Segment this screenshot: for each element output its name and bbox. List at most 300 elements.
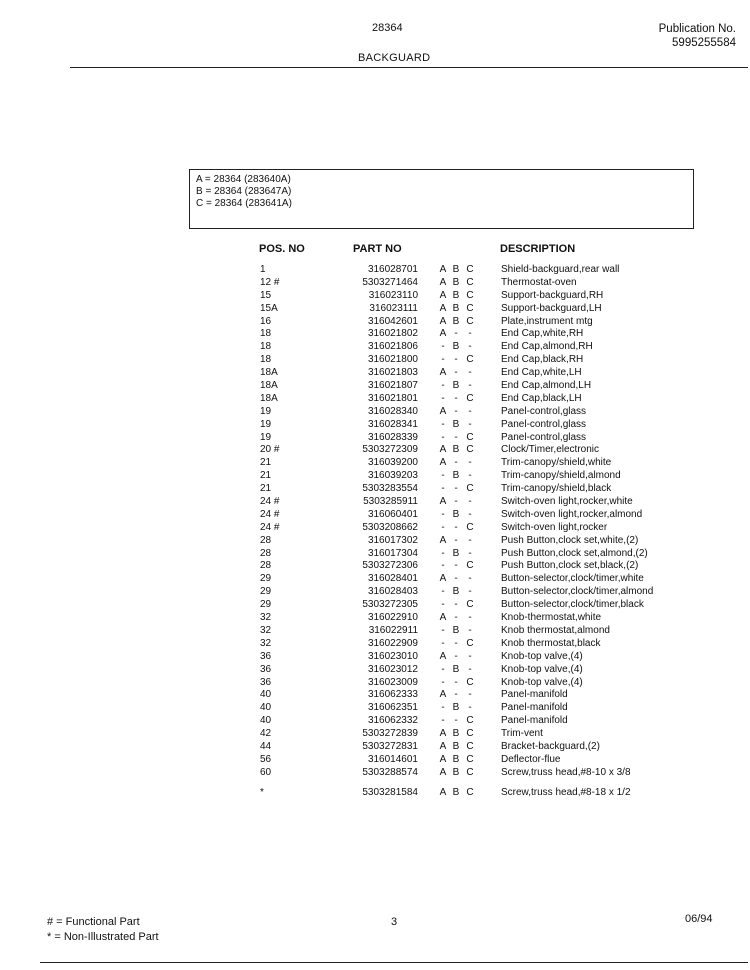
model-a-cell: A (439, 457, 447, 469)
model-b-cell: - (454, 431, 458, 443)
part-number-cell: 316023010 (367, 650, 418, 662)
pos-cell: 15 (260, 289, 272, 301)
part-number-cell: 316021801 (367, 392, 418, 404)
model-c-cell: C (466, 728, 474, 740)
model-a-cell: - (441, 599, 445, 611)
publication-label: Publication No. (658, 23, 736, 35)
section-title: BACKGUARD (358, 52, 431, 64)
part-number-cell: 316028403 (367, 586, 418, 598)
model-number: 28364 (372, 22, 403, 34)
model-a-cell: - (441, 663, 445, 675)
column-header-part: PART NO (353, 243, 402, 255)
model-c-cell: - (468, 573, 472, 585)
description-cell: Deflector-flue (501, 753, 561, 765)
table-row (0, 264, 750, 277)
description-cell: Panel-manifold (501, 715, 568, 727)
model-c-cell: - (468, 341, 472, 353)
part-number-cell: 316062332 (367, 715, 418, 727)
model-b-cell: - (454, 483, 458, 495)
description-cell: Knob thermostat,black (501, 637, 601, 649)
description-cell: Panel-manifold (501, 702, 568, 714)
part-number-cell: 316062351 (367, 702, 418, 714)
part-number-cell: 316021806 (367, 341, 418, 353)
model-b-cell: B (452, 341, 460, 353)
description-cell: Trim-canopy/shield,black (501, 483, 612, 495)
pos-cell: 40 (260, 689, 272, 701)
part-number-cell: 5303283554 (362, 483, 418, 495)
model-a-cell: A (439, 367, 447, 379)
model-a-cell: - (441, 341, 445, 353)
model-a-cell: A (439, 405, 447, 417)
model-b-cell: B (452, 418, 460, 430)
description-cell: Button-selector,clock/timer,almond (501, 586, 654, 598)
publication-date: 06/94 (685, 913, 713, 925)
model-c-cell: C (466, 276, 474, 288)
part-number-cell: 5303272305 (362, 599, 418, 611)
description-cell: Panel-manifold (501, 689, 568, 701)
model-c-cell: C (466, 315, 474, 327)
pos-cell: 21 (260, 483, 272, 495)
parts-table (0, 264, 750, 800)
model-b-cell: - (454, 689, 458, 701)
model-b-cell: - (454, 367, 458, 379)
model-c-cell: - (468, 508, 472, 520)
pos-cell: 19 (260, 431, 272, 443)
part-number-cell: 5303271464 (362, 276, 418, 288)
description-cell: Knob-top valve,(4) (501, 663, 583, 675)
footnote-functional: # = Functional Part (47, 916, 140, 928)
pos-cell: 32 (260, 637, 272, 649)
model-c-cell: C (466, 786, 474, 798)
pos-cell: 24 # (260, 521, 280, 533)
table-row (0, 651, 750, 664)
description-cell: Panel-control,glass (501, 418, 587, 430)
model-b-cell: - (454, 637, 458, 649)
description-cell: End Cap,black,LH (501, 392, 582, 404)
part-number-cell: 5303272839 (362, 728, 418, 740)
part-number-cell: 316023111 (369, 302, 418, 314)
pos-cell: 44 (260, 740, 272, 752)
pos-cell: 56 (260, 753, 272, 765)
model-a-cell: A (439, 573, 447, 585)
header-divider (70, 67, 748, 68)
table-row (0, 444, 750, 457)
model-a-cell: A (439, 612, 447, 624)
model-c-cell: C (466, 637, 474, 649)
model-a-cell: A (439, 302, 447, 314)
model-c-cell: C (466, 264, 474, 275)
model-c-cell: C (466, 289, 474, 301)
description-cell: Support-backguard,RH (501, 289, 604, 301)
part-number-cell: 316028401 (367, 573, 418, 585)
pos-cell: 20 # (260, 444, 280, 456)
description-cell: Push Button,clock set,white,(2) (501, 534, 639, 546)
model-a-cell: - (441, 702, 445, 714)
footnote-non-illustrated: * = Non-Illustrated Part (47, 931, 159, 943)
description-cell: Clock/Timer,electronic (501, 444, 599, 456)
model-b-cell: - (454, 560, 458, 572)
part-number-cell: 316021802 (367, 328, 418, 340)
model-c-cell: C (466, 740, 474, 752)
model-c-cell: C (466, 753, 474, 765)
part-number-cell: 316021803 (367, 367, 418, 379)
publication-number: 5995255584 (672, 37, 736, 49)
model-c-cell: - (468, 624, 472, 636)
model-a-cell: - (441, 586, 445, 598)
part-number-cell: 316060401 (367, 508, 418, 520)
model-a-cell: - (441, 521, 445, 533)
model-c-cell: C (466, 392, 474, 404)
model-a-cell: A (439, 315, 447, 327)
part-number-cell: 316021807 (367, 380, 418, 392)
pos-cell: 24 # (260, 496, 280, 508)
pos-cell: 29 (260, 586, 272, 598)
model-a-cell: A (439, 289, 447, 301)
pos-cell: 18 (260, 354, 272, 366)
model-b-cell: B (452, 289, 460, 301)
model-b-cell: B (452, 264, 460, 275)
model-a-cell: A (439, 328, 447, 340)
pos-cell: 18A (260, 380, 278, 392)
model-b-cell: B (452, 547, 460, 559)
part-number-cell: 316028701 (367, 264, 418, 275)
pos-cell: 60 (260, 766, 272, 778)
pos-cell: 12 # (260, 276, 280, 288)
part-number-cell: 316014601 (367, 753, 418, 765)
model-c-cell: - (468, 405, 472, 417)
model-c-cell: C (466, 354, 474, 366)
model-b-cell: - (454, 676, 458, 688)
model-c-cell: - (468, 418, 472, 430)
table-row (0, 677, 750, 690)
pos-cell: 32 (260, 612, 272, 624)
table-row (0, 354, 750, 367)
table-row (0, 290, 750, 303)
description-cell: Switch-oven light,rocker (501, 521, 608, 533)
table-row (0, 625, 750, 638)
part-number-cell: 316022911 (368, 624, 418, 636)
model-a-cell: A (439, 264, 447, 275)
table-row (0, 638, 750, 651)
model-c-cell: - (468, 457, 472, 469)
pos-cell: 21 (260, 457, 272, 469)
description-cell: Panel-control,glass (501, 431, 587, 443)
pos-cell: 28 (260, 560, 272, 572)
model-a-cell: - (441, 508, 445, 520)
table-row (0, 573, 750, 586)
part-number-cell: 316039200 (367, 457, 418, 469)
model-a-cell: - (441, 354, 445, 366)
model-a-cell: A (439, 766, 447, 778)
part-number-cell: 316028340 (367, 405, 418, 417)
description-cell: Button-selector,clock/timer,black (501, 599, 644, 611)
table-row (0, 483, 750, 496)
model-c-cell: - (468, 470, 472, 482)
part-number-cell: 316017304 (367, 547, 418, 559)
description-cell: Knob-top valve,(4) (501, 650, 583, 662)
model-c-cell: - (468, 380, 472, 392)
model-b-cell: B (452, 766, 460, 778)
description-cell: Button-selector,clock/timer,white (501, 573, 644, 585)
pos-cell: 18 (260, 341, 272, 353)
table-row (0, 316, 750, 329)
table-row (0, 393, 750, 406)
model-c-cell: C (466, 483, 474, 495)
model-b-cell: B (452, 624, 460, 636)
table-row (0, 509, 750, 522)
part-number-cell: 5303272831 (362, 740, 418, 752)
part-number-cell: 316028341 (367, 418, 418, 430)
pos-cell: 36 (260, 676, 272, 688)
page-number: 3 (391, 916, 398, 928)
description-cell: End Cap,white,LH (501, 367, 582, 379)
model-b-cell: B (452, 740, 460, 752)
pos-cell: 18A (260, 392, 278, 404)
model-a-cell: - (441, 560, 445, 572)
model-c-cell: C (466, 599, 474, 611)
model-b-cell: B (452, 508, 460, 520)
model-b-cell: B (452, 276, 460, 288)
description-cell: Switch-oven light,rocker,almond (501, 508, 643, 520)
description-cell: Screw,truss head,#8-18 x 1/2 (501, 786, 631, 798)
description-cell: Trim-vent (501, 728, 543, 740)
part-number-cell: 5303272306 (362, 560, 418, 572)
table-row (0, 522, 750, 535)
pos-cell: 29 (260, 573, 272, 585)
model-b-cell: - (454, 392, 458, 404)
model-c-cell: - (468, 689, 472, 701)
part-number-cell: 5303208662 (362, 521, 418, 533)
model-a-cell: A (439, 496, 447, 508)
pos-cell: 40 (260, 702, 272, 714)
part-number-cell: 316022909 (367, 637, 418, 649)
pos-cell: 32 (260, 624, 272, 636)
description-cell: Thermostat-oven (501, 276, 577, 288)
description-cell: Push Button,clock set,almond,(2) (501, 547, 648, 559)
part-number-cell: 316028339 (367, 431, 418, 443)
model-a-cell: - (441, 624, 445, 636)
model-b-cell: B (452, 380, 460, 392)
model-b-cell: - (454, 715, 458, 727)
model-a-cell: A (439, 534, 447, 546)
model-c-cell: - (468, 534, 472, 546)
part-number-cell: 316023110 (368, 289, 418, 301)
pos-cell: 19 (260, 418, 272, 430)
pos-cell: 15A (260, 302, 278, 314)
model-b-cell: - (454, 573, 458, 585)
pos-cell: 29 (260, 599, 272, 611)
pos-cell: 18 (260, 328, 272, 340)
description-cell: Shield-backguard,rear wall (501, 264, 620, 275)
model-a-cell: A (439, 276, 447, 288)
model-b-cell: B (452, 444, 460, 456)
description-cell: End Cap,almond,RH (501, 341, 593, 353)
table-row (0, 754, 750, 767)
model-c-cell: - (468, 702, 472, 714)
pos-cell: 36 (260, 663, 272, 675)
table-row (0, 767, 750, 780)
model-c-cell: - (468, 328, 472, 340)
model-c-cell: C (466, 444, 474, 456)
part-number-cell: 316021800 (367, 354, 418, 366)
pos-cell: 28 (260, 547, 272, 559)
model-b-cell: B (452, 702, 460, 714)
description-cell: End Cap,white,RH (501, 328, 584, 340)
table-row (0, 277, 750, 290)
pos-cell: 24 # (260, 508, 280, 520)
model-c-cell: - (468, 586, 472, 598)
legend-line-b: B = 28364 (283647A) (196, 186, 292, 197)
model-a-cell: - (441, 547, 445, 559)
table-row (0, 548, 750, 561)
model-b-cell: - (454, 534, 458, 546)
part-number-cell: 316062333 (367, 689, 418, 701)
table-row (0, 328, 750, 341)
table-row (0, 702, 750, 715)
table-row (0, 457, 750, 470)
table-row (0, 664, 750, 677)
table-row (0, 787, 750, 800)
table-row (0, 586, 750, 599)
model-b-cell: B (452, 315, 460, 327)
model-b-cell: - (454, 599, 458, 611)
description-cell: Knob thermostat,almond (501, 624, 610, 636)
pos-cell: 1 (260, 264, 266, 275)
publication-block (659, 22, 736, 50)
description-cell: Trim-canopy/shield,almond (501, 470, 621, 482)
legend-line-a: A = 28364 (283640A) (196, 174, 291, 185)
model-c-cell: C (466, 766, 474, 778)
model-b-cell: B (452, 302, 460, 314)
part-number-cell: 316017302 (367, 534, 418, 546)
table-row (0, 341, 750, 354)
part-number-cell: 5303285911 (363, 496, 418, 508)
description-cell: Bracket-backguard,(2) (501, 740, 600, 752)
table-row (0, 599, 750, 612)
table-row (0, 496, 750, 509)
model-b-cell: B (452, 663, 460, 675)
model-b-cell: - (454, 354, 458, 366)
model-c-cell: C (466, 715, 474, 727)
model-b-cell: - (454, 405, 458, 417)
model-b-cell: - (454, 496, 458, 508)
pos-cell: 40 (260, 715, 272, 727)
model-b-cell: - (454, 612, 458, 624)
table-row (0, 406, 750, 419)
model-a-cell: - (441, 392, 445, 404)
model-c-cell: - (468, 663, 472, 675)
part-number-cell: 316039203 (367, 470, 418, 482)
column-header-pos: POS. NO (259, 243, 305, 255)
pos-cell: 18A (260, 367, 278, 379)
description-cell: Push Button,clock set,black,(2) (501, 560, 639, 572)
pos-cell: 16 (260, 315, 272, 327)
model-a-cell: - (441, 676, 445, 688)
model-b-cell: - (454, 650, 458, 662)
description-cell: Plate,instrument mtg (501, 315, 593, 327)
table-row (0, 470, 750, 483)
table-row (0, 741, 750, 754)
model-a-cell: - (441, 431, 445, 443)
model-b-cell: B (452, 586, 460, 598)
part-number-cell: 5303281584 (362, 786, 418, 798)
description-cell: Knob-top valve,(4) (501, 676, 583, 688)
table-row (0, 612, 750, 625)
model-b-cell: - (454, 457, 458, 469)
part-number-cell: 5303288574 (362, 766, 418, 778)
table-row (0, 560, 750, 573)
description-cell: Panel-control,glass (501, 405, 587, 417)
table-row (0, 380, 750, 393)
pos-cell: 21 (260, 470, 272, 482)
model-a-cell: - (441, 483, 445, 495)
model-b-cell: B (452, 786, 460, 798)
footer-divider (40, 962, 748, 963)
part-number-cell: 316023012 (367, 663, 418, 675)
table-row (0, 432, 750, 445)
table-row (0, 715, 750, 728)
description-cell: Switch-oven light,rocker,white (501, 496, 633, 508)
pos-cell: 19 (260, 405, 272, 417)
model-a-cell: A (439, 786, 447, 798)
model-c-cell: C (466, 521, 474, 533)
model-c-cell: - (468, 496, 472, 508)
model-a-cell: - (441, 380, 445, 392)
model-a-cell: A (439, 444, 447, 456)
model-c-cell: C (466, 676, 474, 688)
model-c-cell: C (466, 560, 474, 572)
model-b-cell: B (452, 728, 460, 740)
part-number-cell: 5303272309 (362, 444, 418, 456)
table-row (0, 728, 750, 741)
model-c-cell: - (468, 367, 472, 379)
pos-cell: 42 (260, 728, 272, 740)
model-a-cell: A (439, 728, 447, 740)
description-cell: Knob-thermostat,white (501, 612, 602, 624)
model-a-cell: - (441, 418, 445, 430)
description-cell: Support-backguard,LH (501, 302, 602, 314)
model-a-cell: A (439, 650, 447, 662)
table-row (0, 367, 750, 380)
model-a-cell: A (439, 689, 447, 701)
model-c-cell: - (468, 612, 472, 624)
model-c-cell: - (468, 650, 472, 662)
model-a-cell: A (439, 753, 447, 765)
description-cell: Screw,truss head,#8-10 x 3/8 (501, 766, 631, 778)
model-a-cell: - (441, 470, 445, 482)
model-b-cell: B (452, 753, 460, 765)
table-row (0, 303, 750, 316)
part-number-cell: 316042601 (367, 315, 418, 327)
model-a-cell: - (441, 637, 445, 649)
model-c-cell: C (466, 431, 474, 443)
description-cell: End Cap,black,RH (501, 354, 584, 366)
pos-cell: 36 (260, 650, 272, 662)
part-number-cell: 316023009 (367, 676, 418, 688)
pos-cell: 28 (260, 534, 272, 546)
table-row (0, 689, 750, 702)
model-a-cell: A (439, 740, 447, 752)
model-legend-box (189, 169, 694, 229)
model-c-cell: - (468, 547, 472, 559)
description-cell: Trim-canopy/shield,white (501, 457, 612, 469)
model-b-cell: B (452, 470, 460, 482)
part-number-cell: 316022910 (367, 612, 418, 624)
column-header-description: DESCRIPTION (500, 243, 576, 255)
model-c-cell: C (466, 302, 474, 314)
model-a-cell: - (441, 715, 445, 727)
model-b-cell: - (454, 521, 458, 533)
